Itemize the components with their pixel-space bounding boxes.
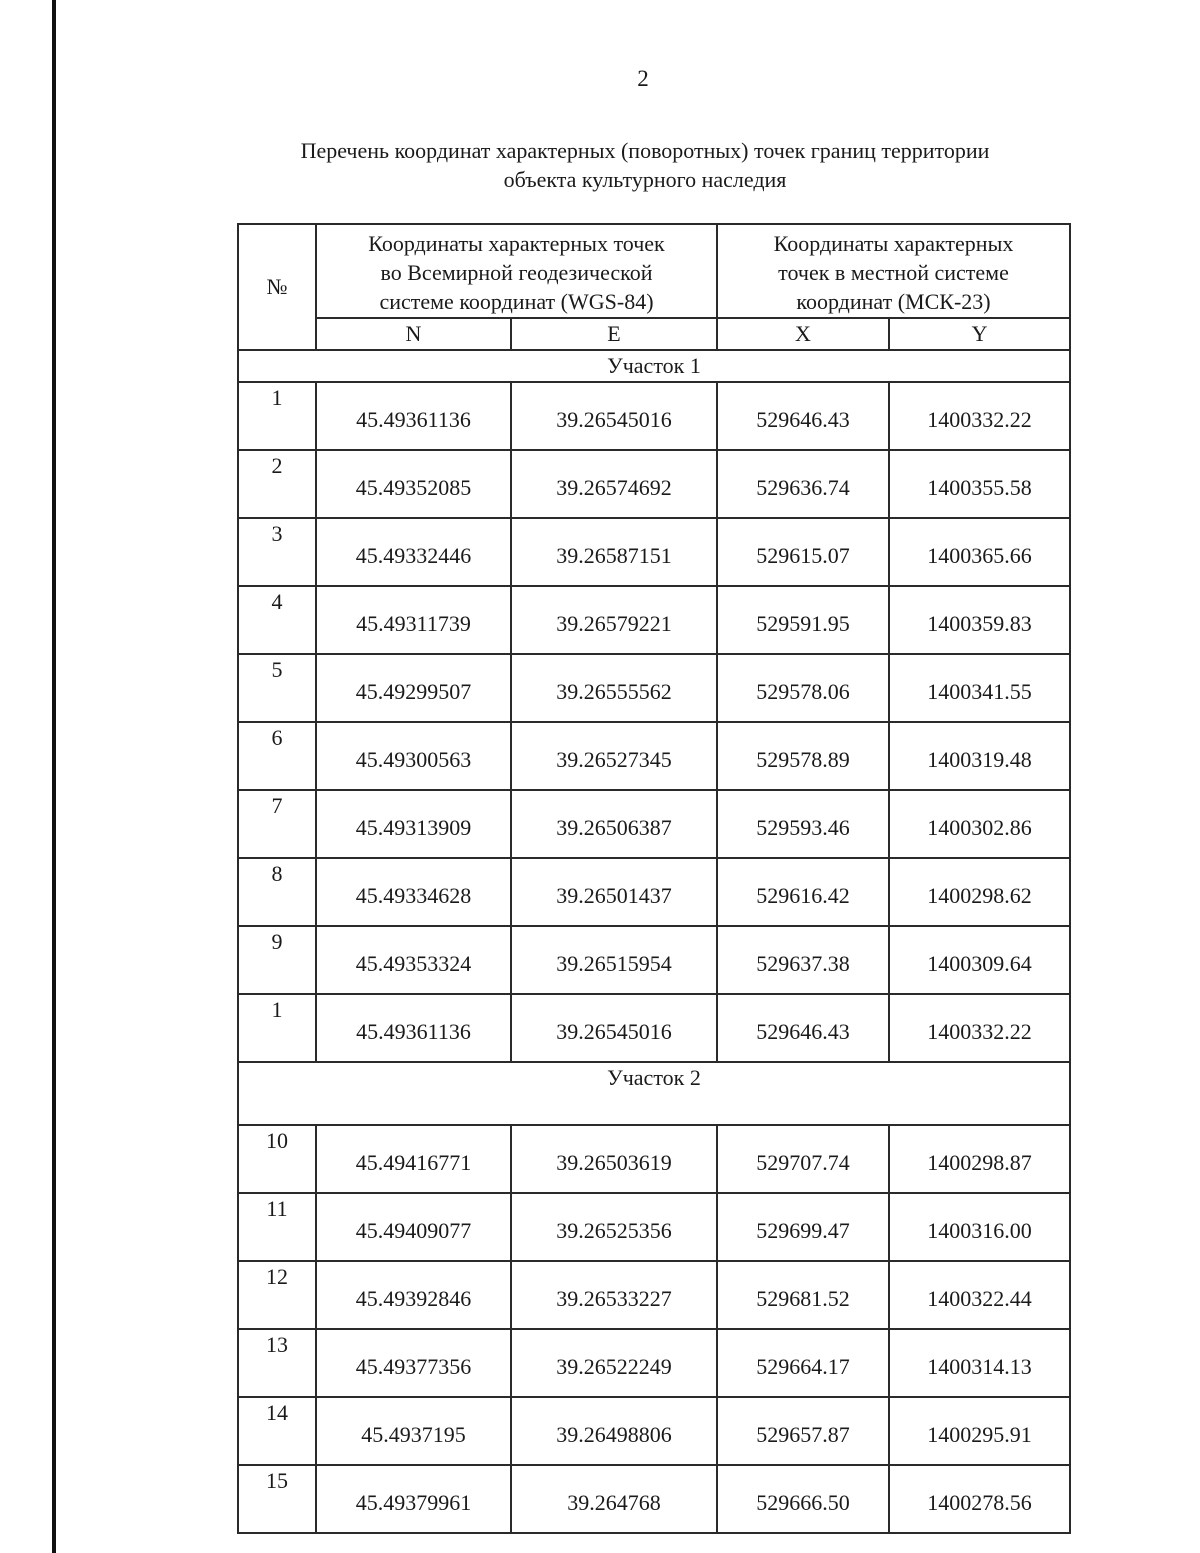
table-row bbox=[238, 994, 1070, 1062]
header-wgs84-group bbox=[316, 224, 717, 318]
coordinates-table bbox=[237, 223, 1071, 1534]
msk-y-cell: 1400298.62 bbox=[889, 858, 1070, 926]
table-row bbox=[238, 1261, 1070, 1329]
longitude-e-cell: 39.26587151 bbox=[511, 518, 717, 586]
header-msk23-group bbox=[717, 224, 1070, 318]
point-number-cell: 4 bbox=[238, 586, 316, 654]
msk-y-cell: 1400365.66 bbox=[889, 518, 1070, 586]
section-row bbox=[238, 1062, 1070, 1125]
msk-y-cell: 1400314.13 bbox=[889, 1329, 1070, 1397]
point-number-cell: 14 bbox=[238, 1397, 316, 1465]
msk-y-cell: 1400278.56 bbox=[889, 1465, 1070, 1533]
msk-x-cell: 529707.74 bbox=[717, 1125, 889, 1193]
latitude-n-cell: 45.49392846 bbox=[316, 1261, 511, 1329]
header-number: № bbox=[238, 224, 316, 350]
table-row bbox=[238, 450, 1070, 518]
latitude-n-cell: 45.49300563 bbox=[316, 722, 511, 790]
latitude-n-cell: 45.49313909 bbox=[316, 790, 511, 858]
longitude-e-cell: 39.26545016 bbox=[511, 994, 717, 1062]
table-row bbox=[238, 1125, 1070, 1193]
header-col-e: E bbox=[511, 318, 717, 350]
longitude-e-cell: 39.26555562 bbox=[511, 654, 717, 722]
msk-x-cell: 529636.74 bbox=[717, 450, 889, 518]
latitude-n-cell: 45.49311739 bbox=[316, 586, 511, 654]
msk-y-cell: 1400302.86 bbox=[889, 790, 1070, 858]
header-col-n: N bbox=[316, 318, 511, 350]
point-number-cell: 3 bbox=[238, 518, 316, 586]
latitude-n-cell: 45.49361136 bbox=[316, 994, 511, 1062]
header-wgs84-line-3: системе координат (WGS-84) bbox=[379, 289, 654, 314]
point-number-cell: 6 bbox=[238, 722, 316, 790]
longitude-e-cell: 39.26525356 bbox=[511, 1193, 717, 1261]
msk-x-cell: 529657.87 bbox=[717, 1397, 889, 1465]
msk-x-cell: 529578.06 bbox=[717, 654, 889, 722]
point-number-cell: 12 bbox=[238, 1261, 316, 1329]
longitude-e-cell: 39.26501437 bbox=[511, 858, 717, 926]
header-msk23-line-3: координат (МСК-23) bbox=[796, 289, 991, 314]
longitude-e-cell: 39.264768 bbox=[511, 1465, 717, 1533]
latitude-n-cell: 45.49361136 bbox=[316, 382, 511, 450]
point-number-cell: 7 bbox=[238, 790, 316, 858]
longitude-e-cell: 39.26533227 bbox=[511, 1261, 717, 1329]
msk-x-cell: 529616.42 bbox=[717, 858, 889, 926]
msk-x-cell: 529681.52 bbox=[717, 1261, 889, 1329]
point-number-cell: 5 bbox=[238, 654, 316, 722]
document-title bbox=[220, 136, 1070, 194]
latitude-n-cell: 45.49299507 bbox=[316, 654, 511, 722]
point-number-cell: 8 bbox=[238, 858, 316, 926]
msk-y-cell: 1400295.91 bbox=[889, 1397, 1070, 1465]
msk-x-cell: 529578.89 bbox=[717, 722, 889, 790]
section-row bbox=[238, 350, 1070, 382]
section-title: Участок 1 bbox=[238, 350, 1070, 382]
longitude-e-cell: 39.26498806 bbox=[511, 1397, 717, 1465]
longitude-e-cell: 39.26545016 bbox=[511, 382, 717, 450]
point-number-cell: 1 bbox=[238, 994, 316, 1062]
table-row bbox=[238, 586, 1070, 654]
msk-y-cell: 1400355.58 bbox=[889, 450, 1070, 518]
latitude-n-cell: 45.4937195 bbox=[316, 1397, 511, 1465]
latitude-n-cell: 45.49332446 bbox=[316, 518, 511, 586]
latitude-n-cell: 45.49409077 bbox=[316, 1193, 511, 1261]
table-row bbox=[238, 382, 1070, 450]
table-row bbox=[238, 1465, 1070, 1533]
document-title-line-2: объекта культурного наследия bbox=[503, 167, 787, 192]
longitude-e-cell: 39.26574692 bbox=[511, 450, 717, 518]
point-number-cell: 13 bbox=[238, 1329, 316, 1397]
msk-x-cell: 529666.50 bbox=[717, 1465, 889, 1533]
msk-x-cell: 529646.43 bbox=[717, 994, 889, 1062]
table-subheader-row bbox=[238, 318, 1070, 350]
table-row bbox=[238, 1329, 1070, 1397]
latitude-n-cell: 45.49379961 bbox=[316, 1465, 511, 1533]
msk-x-cell: 529664.17 bbox=[717, 1329, 889, 1397]
header-col-y: Y bbox=[889, 318, 1070, 350]
msk-x-cell: 529637.38 bbox=[717, 926, 889, 994]
table-row bbox=[238, 790, 1070, 858]
msk-y-cell: 1400332.22 bbox=[889, 994, 1070, 1062]
msk-y-cell: 1400332.22 bbox=[889, 382, 1070, 450]
point-number-cell: 11 bbox=[238, 1193, 316, 1261]
latitude-n-cell: 45.49353324 bbox=[316, 926, 511, 994]
msk-y-cell: 1400309.64 bbox=[889, 926, 1070, 994]
msk-x-cell: 529591.95 bbox=[717, 586, 889, 654]
msk-x-cell: 529615.07 bbox=[717, 518, 889, 586]
latitude-n-cell: 45.49416771 bbox=[316, 1125, 511, 1193]
header-wgs84-line-1: Координаты характерных точек bbox=[368, 231, 665, 256]
section-title: Участок 2 bbox=[238, 1062, 1070, 1125]
table-row bbox=[238, 722, 1070, 790]
point-number-cell: 1 bbox=[238, 382, 316, 450]
header-msk23-line-1: Координаты характерных bbox=[773, 231, 1014, 256]
header-col-x: X bbox=[717, 318, 889, 350]
latitude-n-cell: 45.49334628 bbox=[316, 858, 511, 926]
longitude-e-cell: 39.26515954 bbox=[511, 926, 717, 994]
longitude-e-cell: 39.26579221 bbox=[511, 586, 717, 654]
msk-x-cell: 529699.47 bbox=[717, 1193, 889, 1261]
document-title-line-1: Перечень координат характерных (поворотных) точек границ территории bbox=[300, 138, 990, 163]
longitude-e-cell: 39.26522249 bbox=[511, 1329, 717, 1397]
table-row bbox=[238, 654, 1070, 722]
point-number-cell: 15 bbox=[238, 1465, 316, 1533]
msk-y-cell: 1400341.55 bbox=[889, 654, 1070, 722]
table-header-row bbox=[238, 224, 1070, 318]
msk-y-cell: 1400322.44 bbox=[889, 1261, 1070, 1329]
table-row bbox=[238, 1193, 1070, 1261]
msk-x-cell: 529646.43 bbox=[717, 382, 889, 450]
longitude-e-cell: 39.26503619 bbox=[511, 1125, 717, 1193]
msk-y-cell: 1400359.83 bbox=[889, 586, 1070, 654]
msk-y-cell: 1400319.48 bbox=[889, 722, 1070, 790]
table-row bbox=[238, 518, 1070, 586]
msk-y-cell: 1400316.00 bbox=[889, 1193, 1070, 1261]
header-wgs84-line-2: во Всемирной геодезической bbox=[380, 260, 653, 285]
page-number: 2 bbox=[637, 66, 649, 91]
msk-x-cell: 529593.46 bbox=[717, 790, 889, 858]
binding-margin-line bbox=[52, 0, 56, 1553]
header-msk23-line-2: точек в местной системе bbox=[778, 260, 1009, 285]
longitude-e-cell: 39.26506387 bbox=[511, 790, 717, 858]
table-row bbox=[238, 858, 1070, 926]
point-number-cell: 2 bbox=[238, 450, 316, 518]
point-number-cell: 9 bbox=[238, 926, 316, 994]
latitude-n-cell: 45.49377356 bbox=[316, 1329, 511, 1397]
table-body bbox=[238, 350, 1070, 1533]
table-row bbox=[238, 926, 1070, 994]
longitude-e-cell: 39.26527345 bbox=[511, 722, 717, 790]
table-row bbox=[238, 1397, 1070, 1465]
msk-y-cell: 1400298.87 bbox=[889, 1125, 1070, 1193]
point-number-cell: 10 bbox=[238, 1125, 316, 1193]
latitude-n-cell: 45.49352085 bbox=[316, 450, 511, 518]
